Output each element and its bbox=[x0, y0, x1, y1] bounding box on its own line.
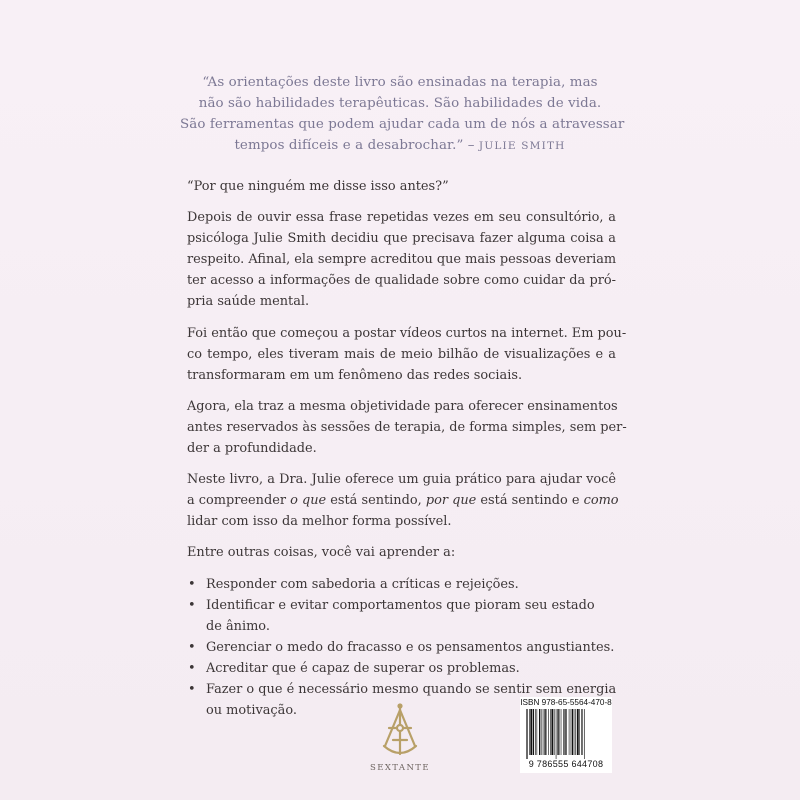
barcode-bar bbox=[575, 709, 576, 755]
barcode-bar bbox=[569, 709, 570, 755]
barcode-bar bbox=[551, 709, 553, 755]
barcode-bar bbox=[557, 709, 558, 755]
barcode-bar bbox=[577, 709, 579, 755]
barcode-bar bbox=[535, 709, 536, 755]
barcode-bar bbox=[566, 709, 567, 755]
list-item-text: Responder com sabedoria a críticas e rejeições. bbox=[206, 576, 519, 592]
paragraph-line: co tempo, eles tiveram mais de meio bilhão de visualizações e a bbox=[187, 346, 616, 362]
quote-line: não são habilidades terapêuticas. São habilidades de vida. bbox=[198, 96, 602, 111]
paragraph-line: pria saúde mental. bbox=[187, 294, 310, 310]
list-item-text: Acreditar que é capaz de superar os problemas. bbox=[206, 660, 520, 676]
barcode-bars bbox=[524, 709, 608, 759]
barcode-bar bbox=[539, 709, 540, 755]
paragraph-line: der a profundidade. bbox=[187, 441, 317, 457]
blurb-body bbox=[187, 176, 627, 721]
paragraph-4 bbox=[187, 469, 619, 532]
text-run: a compreender bbox=[187, 493, 291, 509]
barcode-bar bbox=[548, 709, 549, 755]
list-intro: Entre outras coisas, você vai aprender a: bbox=[187, 545, 456, 561]
list-item-text: Gerenciar o medo do fracasso e os pensamentos angustiantes. bbox=[206, 639, 615, 655]
barcode-bar bbox=[556, 709, 557, 759]
isbn-barcode bbox=[520, 697, 612, 773]
list-item bbox=[187, 595, 616, 637]
paragraph-line: respeito. Afinal, ela sempre acreditou que mais pessoas deveriam bbox=[187, 252, 617, 268]
paragraph-line: transformaram em um fenômeno das redes sociais. bbox=[187, 367, 523, 383]
list-item-text: Identificar e evitar comportamentos que pioram seu estado bbox=[206, 597, 595, 613]
quote-line: “As orientações deste livro são ensinadas na terapia, mas bbox=[202, 75, 598, 90]
barcode-bar bbox=[550, 709, 551, 755]
barcode-bar bbox=[554, 709, 555, 755]
publisher-name: SEXTANTE bbox=[370, 763, 430, 773]
bullet-icon: • bbox=[188, 681, 196, 697]
paragraph-line: Agora, ela traz a mesma objetividade para oferecer ensinamentos bbox=[187, 398, 618, 414]
quote-line bbox=[180, 135, 620, 157]
barcode-bar bbox=[579, 709, 580, 755]
barcode-bar bbox=[571, 709, 572, 755]
sextant-logo-icon bbox=[380, 700, 420, 760]
paragraph-2 bbox=[187, 323, 627, 386]
paragraph-line: antes reservados às sessões de terapia, de forma simples, sem per- bbox=[187, 419, 627, 435]
quote-line: São ferramentas que podem ajudar cada um de nós a atravessar bbox=[180, 117, 625, 132]
bullet-icon: • bbox=[188, 576, 196, 592]
text-run: está sentindo e bbox=[476, 493, 584, 509]
quote-author: JULIE SMITH bbox=[478, 140, 566, 152]
barcode-bar bbox=[545, 709, 546, 755]
list-item bbox=[187, 574, 616, 595]
paragraph-line: lidar com isso da melhor forma possível. bbox=[187, 514, 452, 530]
paragraph-1 bbox=[187, 207, 616, 312]
barcode-bar bbox=[563, 709, 564, 755]
barcode-bar bbox=[541, 709, 542, 755]
barcode-bar bbox=[527, 709, 528, 759]
barcode-bar bbox=[574, 709, 575, 755]
bullet-icon: • bbox=[188, 660, 196, 676]
paragraph-line bbox=[187, 490, 619, 511]
list-item-text: Fazer o que é necessário mesmo quando se sentir sem energia bbox=[206, 681, 617, 697]
isbn-label: ISBN 978-65-5564-470-8 bbox=[520, 698, 612, 707]
barcode-bar bbox=[564, 709, 565, 755]
barcode-bar bbox=[582, 709, 583, 755]
barcode-bar bbox=[529, 709, 530, 755]
paragraph-3 bbox=[187, 396, 627, 459]
quote-last-line: tempos difíceis e a desabrochar.” – bbox=[234, 138, 479, 153]
list-item-text: ou motivação. bbox=[206, 703, 297, 719]
barcode-bar bbox=[572, 709, 573, 755]
endorsement-quote bbox=[180, 72, 625, 157]
list-item bbox=[187, 637, 616, 658]
paragraph-line: Depois de ouvir essa frase repetidas vezes em seu consultório, a bbox=[187, 210, 616, 226]
blurb-heading: “Por que ninguém me disse isso antes?” bbox=[187, 179, 449, 194]
barcode-bar bbox=[558, 709, 559, 755]
barcode-digits: 9 786555 644708 bbox=[528, 759, 604, 769]
emphasis-text: o que bbox=[290, 493, 327, 509]
emphasis-text: como bbox=[583, 493, 619, 509]
barcode-bar bbox=[544, 709, 545, 755]
emphasis-text: por que bbox=[425, 493, 477, 509]
bullet-icon: • bbox=[188, 639, 196, 655]
list-item bbox=[187, 658, 616, 679]
paragraph-line: Neste livro, a Dra. Julie oferece um guia prático para ajudar você bbox=[187, 472, 616, 488]
barcode-bar bbox=[533, 709, 534, 755]
paragraph-line: psicóloga Julie Smith decidiu que precisava fazer alguma coisa a bbox=[187, 231, 616, 247]
barcode-bar bbox=[581, 709, 582, 755]
barcode-bar bbox=[530, 709, 532, 755]
paragraph-line: ter acesso a informações de qualidade sobre como cuidar da pró- bbox=[187, 273, 616, 289]
text-run: está sentindo, bbox=[326, 493, 426, 509]
barcode-bar bbox=[584, 709, 585, 759]
barcode-bar bbox=[561, 709, 562, 755]
barcode-bar bbox=[526, 709, 527, 759]
list-item-text: de ânimo. bbox=[206, 618, 270, 634]
bullet-icon: • bbox=[188, 597, 196, 613]
paragraph-line: Foi então que começou a postar vídeos curtos na internet. Em pou- bbox=[187, 325, 627, 341]
barcode-bar bbox=[537, 709, 538, 755]
barcode-bar bbox=[543, 709, 544, 755]
